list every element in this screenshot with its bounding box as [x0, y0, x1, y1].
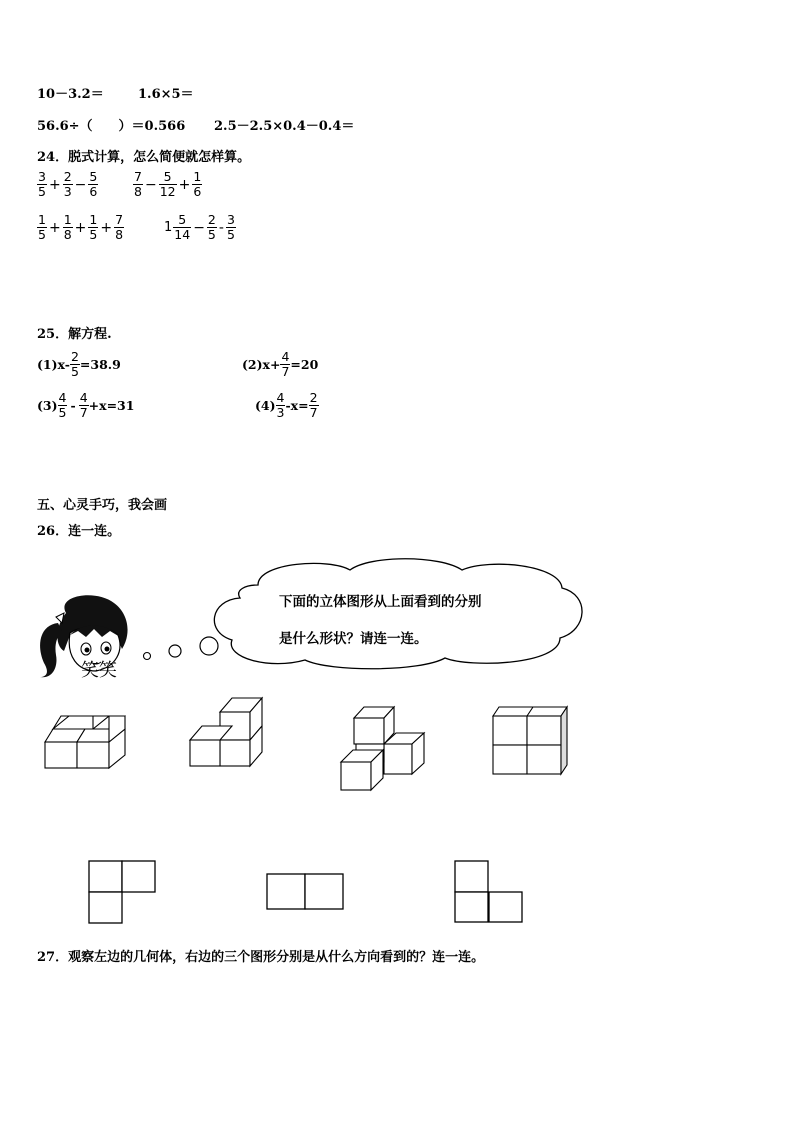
fraction: $\frac{5}{12}$	[159, 169, 176, 199]
cloud-text-line-1: 下面的立体图形从上面看到的分别	[279, 594, 482, 610]
fraction: $\frac{1}{5}$	[38, 212, 46, 242]
fraction: $\frac{2}{7}$	[309, 390, 318, 420]
solid-figure-3	[341, 707, 424, 790]
solid-figure-1	[45, 716, 125, 768]
fraction: $\frac{5}{6}$	[89, 169, 98, 199]
top-view-shapes	[89, 861, 522, 923]
character-name: 笑笑	[81, 660, 117, 681]
fraction: $\frac{5}{14}$	[174, 212, 191, 242]
fraction: $\frac{7}{8}$	[134, 169, 142, 199]
fraction: $\frac{1}{8}$	[63, 212, 72, 242]
top-view-shape-corner	[455, 861, 522, 922]
oral-item-4: 2.5－2.5×0.4－0.4＝	[214, 119, 355, 134]
oral-item-2: 1.6×5＝	[138, 87, 194, 102]
q24-title: 24．脱式计算，怎么简便就怎样算。	[37, 150, 251, 165]
fraction: $\frac{1}{6}$	[193, 169, 202, 199]
fraction: $\frac{1}{5}$	[89, 212, 98, 242]
q25-title: 25．解方程.	[37, 327, 112, 342]
q25-equation-4: (4) $\frac{4}{3}$ -x= $\frac{2}{7}$	[255, 390, 318, 420]
fraction: $\frac{3}{5}$	[226, 212, 235, 242]
fraction: $\frac{2}{3}$	[63, 169, 72, 199]
q25-equation-1: (1)x- $\frac{2}{5}$ =38.9	[37, 349, 121, 379]
section-heading: 五、心灵手巧，我会画	[37, 498, 168, 513]
fraction: $\frac{4}{7}$	[79, 390, 88, 420]
q25-equation-3: (3) $\frac{4}{5}$ - $\frac{4}{7}$ +x=31	[37, 390, 135, 420]
fraction: $\frac{4}{5}$	[58, 390, 67, 420]
oral-item-3: 56.6÷（ ）＝0.566	[37, 119, 186, 134]
cloud-text-line-2: 是什么形状？请连一连。	[279, 631, 428, 647]
q24-expr-3: $\frac{1}{5}$ + $\frac{1}{8}$ + $\frac{1}{5}$ + $\frac{7}{8}$	[38, 212, 124, 242]
fraction: $\frac{4}{7}$	[281, 349, 290, 379]
fraction: $\frac{7}{8}$	[115, 212, 124, 242]
solid-figure-2	[190, 698, 262, 766]
top-view-shape-two-squares	[267, 874, 343, 909]
fraction: $\frac{2}{5}$	[207, 212, 216, 242]
q25-equation-2: (2)x+ $\frac{4}{7}$ =20	[242, 349, 319, 379]
q24-expr-1: $\frac{3}{5}$ + $\frac{2}{3}$ − $\frac{5}{6}$	[38, 169, 98, 199]
q27-title: 27．观察左边的几何体，右边的三个图形分别是从什么方向看到的？连一连。	[37, 950, 485, 965]
q26-title: 26．连一连。	[37, 524, 121, 539]
oral-item-1: 10－3.2＝	[37, 87, 104, 102]
fraction: $\frac{4}{3}$	[276, 390, 285, 420]
fraction: $\frac{3}{5}$	[38, 169, 46, 199]
solid-figure-4	[493, 707, 567, 774]
fraction: $\frac{2}{5}$	[70, 349, 79, 379]
q24-expr-4: 1 $\frac{5}{14}$ − $\frac{2}{5}$ - $\frac{3}{5}$	[164, 212, 235, 242]
q24-expr-2: $\frac{7}{8}$ − $\frac{5}{12}$ + $\frac{1}{6}$	[134, 169, 202, 199]
top-view-shape-l	[89, 861, 155, 923]
